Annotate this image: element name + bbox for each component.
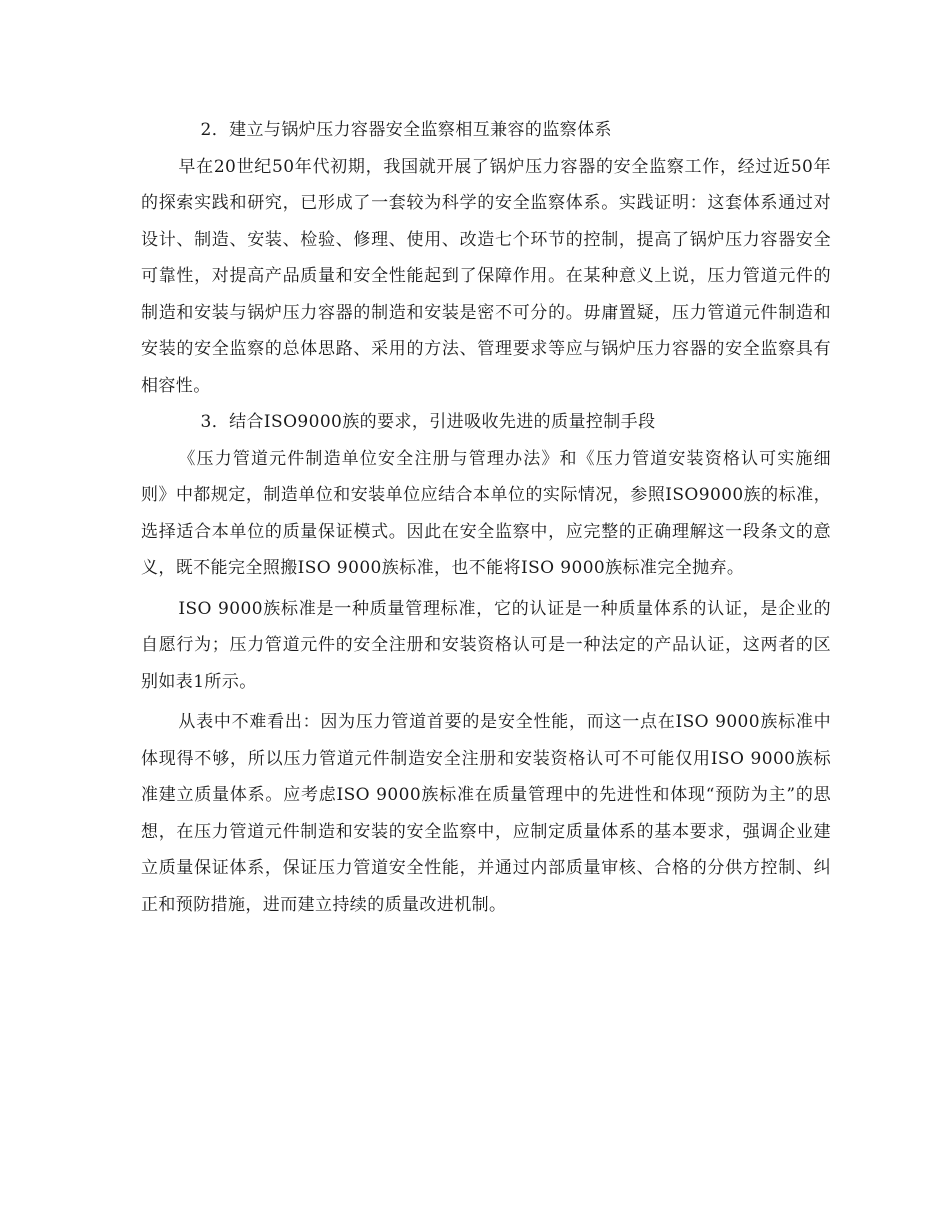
- section-heading-3: 3．结合ISO9000族的要求，引进吸收先进的质量控制手段: [200, 412, 656, 432]
- paragraph-regulation-iso9000: 《压力管道元件制造单位安全注册与管理办法》和《压力管道安装资格认可实施细则》中都规定，制造单位和安装单位应结合本单位的实际情况，参照ISO9000族的标准，选择适合本单位的质量保证模式。因此在安全监察中，应完整的正确理解这一段条文的意义，既不能完全照搬ISO 9000族标准，也不能将ISO 9000族标准完全抛弃。: [141, 448, 831, 578]
- section-heading-2: 2．建立与锅炉压力容器安全监察相互兼容的监察体系: [200, 120, 612, 140]
- paragraph-iso9000-difference: ISO 9000族标准是一种质量管理标准，它的认证是一种质量体系的认证，是企业的自愿行为；压力管道元件的安全注册和安装资格认可是一种法定的产品认证，这两者的区别如表1所示。: [141, 598, 831, 692]
- paragraph-safety-supervision-system: 早在20世纪50年代初期，我国就开展了锅炉压力容器的安全监察工作，经过近50年的探索实践和研究，已形成了一套较为科学的安全监察体系。实践证明：这套体系通过对设计、制造、安装、检验、修理、使用、改造七个环节的控制，提高了锅炉压力容器安全可靠性，对提高产品质量和安全性能起到了保障作用。在某种意义上说，压力管道元件的制造和安装与锅炉压力容器的制造和安装是密不可分的。毋庸置疑，压力管道元件制造和安装的安全监察的总体思路、采用的方法、管理要求等应与锅炉压力容器的安全监察具有相容性。: [141, 156, 831, 396]
- paragraph-quality-improvement: 从表中不难看出：因为压力管道首要的是安全性能，而这一点在ISO 9000族标准中体现得不够，所以压力管道元件制造安全注册和安装资格认可不可能仅用ISO 9000族标准建立质量体系。应考虑ISO 9000族标准在质量管理中的先进性和体现“预防为主”的思想，在压力管道元件制造和安装的安全监察中，应制定质量体系的基本要求，强调企业建立质量保证体系，保证压力管道安全性能，并通过内部质量审核、合格的分供方控制、纠正和预防措施，进而建立持续的质量改进机制。: [141, 712, 831, 915]
- document-body: [141, 112, 831, 923]
